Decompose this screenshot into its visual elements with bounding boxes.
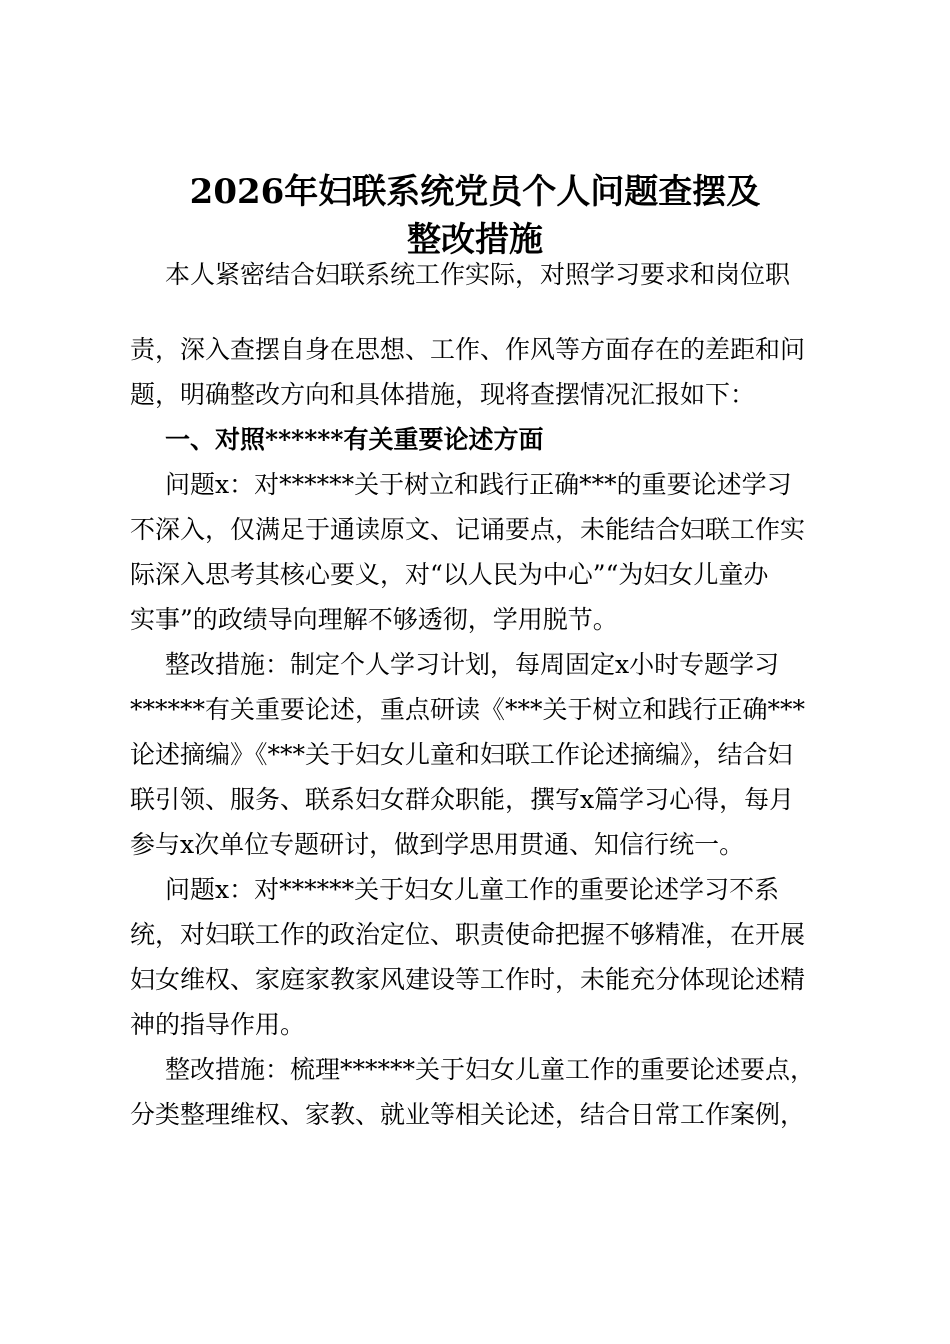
problem-2-line-3: 妇女维权、家庭家教家风建设等工作时，未能充分体现论述精 (130, 965, 806, 994)
problem-2-line-1: 问题x：对******关于妇女儿童工作的重要论述学习不系 (165, 875, 780, 904)
measure-2-line-1: 整改措施：梳理******关于妇女儿童工作的重要论述要点， (165, 1055, 816, 1084)
measure-1-line-3: 论述摘编》《***关于妇女儿童和妇联工作论述摘编》，结合妇 (130, 740, 793, 769)
measure-1-line-1: 整改措施：制定个人学习计划，每周固定x小时专题学习 (165, 650, 780, 679)
intro-line-1: 本人紧密结合妇联系统工作实际，对照学习要求和岗位职 (165, 260, 791, 289)
measure-2-line-2: 分类整理维权、家教、就业等相关论述，结合日常工作案例， (130, 1100, 806, 1129)
section-heading-1: 一、对照******有关重要论述方面 (165, 425, 544, 454)
problem-1-line-2: 不深入，仅满足于通读原文、记诵要点，未能结合妇联工作实 (130, 515, 806, 544)
measure-1-line-5: 参与x次单位专题研讨，做到学思用贯通、知信行统一。 (130, 830, 745, 859)
problem-1-line-1: 问题x：对******关于树立和践行正确***的重要论述学习 (165, 470, 792, 499)
problem-1-line-3: 际深入思考其核心要义，对“以人民为中心”“为妇女儿童办 (130, 560, 769, 589)
problem-1-line-4: 实事”的政绩导向理解不够透彻，学用脱节。 (130, 605, 618, 634)
intro-line-2: 责，深入查摆自身在思想、工作、作风等方面存在的差距和问 (130, 335, 806, 364)
problem-2-line-2: 统，对妇联工作的政治定位、职责使命把握不够精准，在开展 (130, 920, 806, 949)
intro-line-3: 题，明确整改方向和具体措施，现将查摆情况汇报如下： (130, 380, 756, 409)
problem-2-line-4: 神的指导作用。 (130, 1010, 306, 1039)
measure-1-line-2: ******有关重要论述，重点研读《***关于树立和践行正确*** (130, 695, 806, 724)
document-title-line-1: 2026年妇联系统党员个人问题查摆及 (189, 172, 761, 212)
document-title-line-2: 整改措施 (407, 220, 543, 260)
measure-1-line-4: 联引领、服务、联系妇女群众职能，撰写x篇学习心得，每月 (130, 785, 795, 814)
